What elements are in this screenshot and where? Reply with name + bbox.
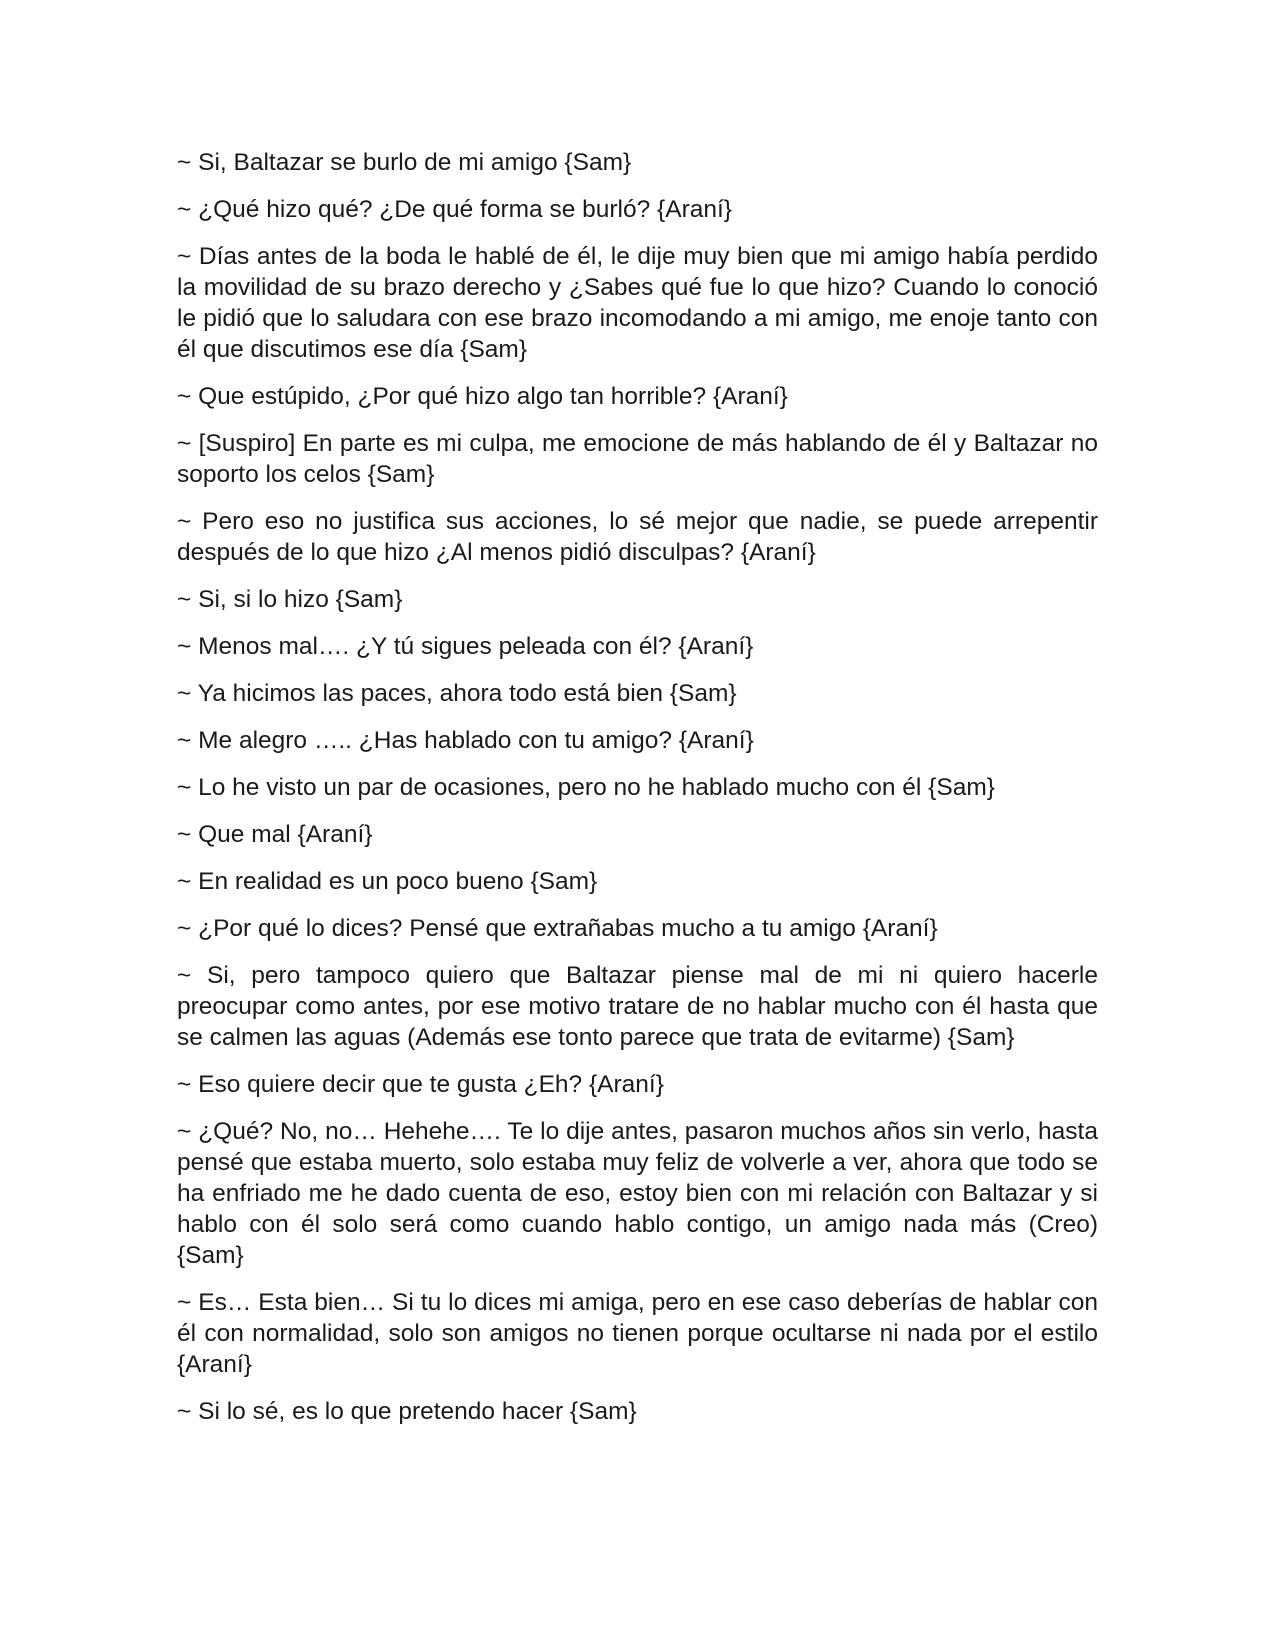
dialogue-line: ~ Lo he visto un par de ocasiones, pero no he hablado mucho con él {Sam} [177, 774, 995, 801]
dialogue-line: ~ [Suspiro] En parte es mi culpa, me emocione de más hablando de él y Baltazar no soporto los celos {Sam} [177, 430, 1098, 488]
dialogue-line: ~ ¿Qué hizo qué? ¿De qué forma se burló? {Araní} [177, 196, 732, 223]
dialogue-line: ~ Días antes de la boda le hablé de él, le dije muy bien que mi amigo había perdido la movilidad de su brazo derecho y ¿Sabes qué fue lo que hizo? Cuando lo conoció le pidió que lo saludara con ese brazo incomodando a mi amigo, me enoje tanto con él que discutimos ese día {Sam} [177, 243, 1098, 363]
dialogue-line: ~ Me alegro ….. ¿Has hablado con tu amigo? {Araní} [177, 727, 754, 754]
dialogue-line: ~ Si, si lo hizo {Sam} [177, 586, 403, 613]
dialogue-line: ~ Eso quiere decir que te gusta ¿Eh? {Araní} [177, 1071, 664, 1098]
dialogue-line: ~ Es… Esta bien… Si tu lo dices mi amiga, pero en ese caso deberías de hablar con él con normalidad, solo son amigos no tienen porque ocultarse ni nada por el estilo {Araní} [177, 1289, 1098, 1378]
dialogue-line: ~ En realidad es un poco bueno {Sam} [177, 868, 598, 895]
dialogue-line: ~ ¿Qué? No, no… Hehehe…. Te lo dije antes, pasaron muchos años sin verlo, hasta pensé que estaba muerto, solo estaba muy feliz de volverle a ver, ahora que todo se ha enfriado me he dado cuenta de eso, estoy bien con mi relación con Baltazar y si hablo con él solo será como cuando hablo contigo, un amigo nada más (Creo) {Sam} [177, 1118, 1098, 1269]
dialogue-line: ~ Si, pero tampoco quiero que Baltazar piense mal de mi ni quiero hacerle preocupar como antes, por ese motivo tratare de no hablar mucho con él hasta que se calmen las aguas (Además ese tonto parece que trata de evitarme) {Sam} [177, 962, 1098, 1051]
dialogue-line: ~ Menos mal…. ¿Y tú sigues peleada con él? {Araní} [177, 633, 754, 660]
dialogue-line: ~ Que estúpido, ¿Por qué hizo algo tan horrible? {Araní} [177, 383, 788, 410]
dialogue-line: ~ Pero eso no justifica sus acciones, lo sé mejor que nadie, se puede arrepentir después de lo que hizo ¿Al menos pidió disculpas? {Araní} [177, 508, 1098, 566]
dialogue-line: ~ Si lo sé, es lo que pretendo hacer {Sam} [177, 1398, 637, 1425]
dialogue-body [177, 147, 1098, 1443]
dialogue-line: ~ Que mal {Araní} [177, 821, 373, 848]
dialogue-line: ~ Si, Baltazar se burlo de mi amigo {Sam} [177, 149, 632, 176]
dialogue-line: ~ ¿Por qué lo dices? Pensé que extrañabas mucho a tu amigo {Araní} [177, 915, 938, 942]
dialogue-line: ~ Ya hicimos las paces, ahora todo está bien {Sam} [177, 680, 737, 707]
